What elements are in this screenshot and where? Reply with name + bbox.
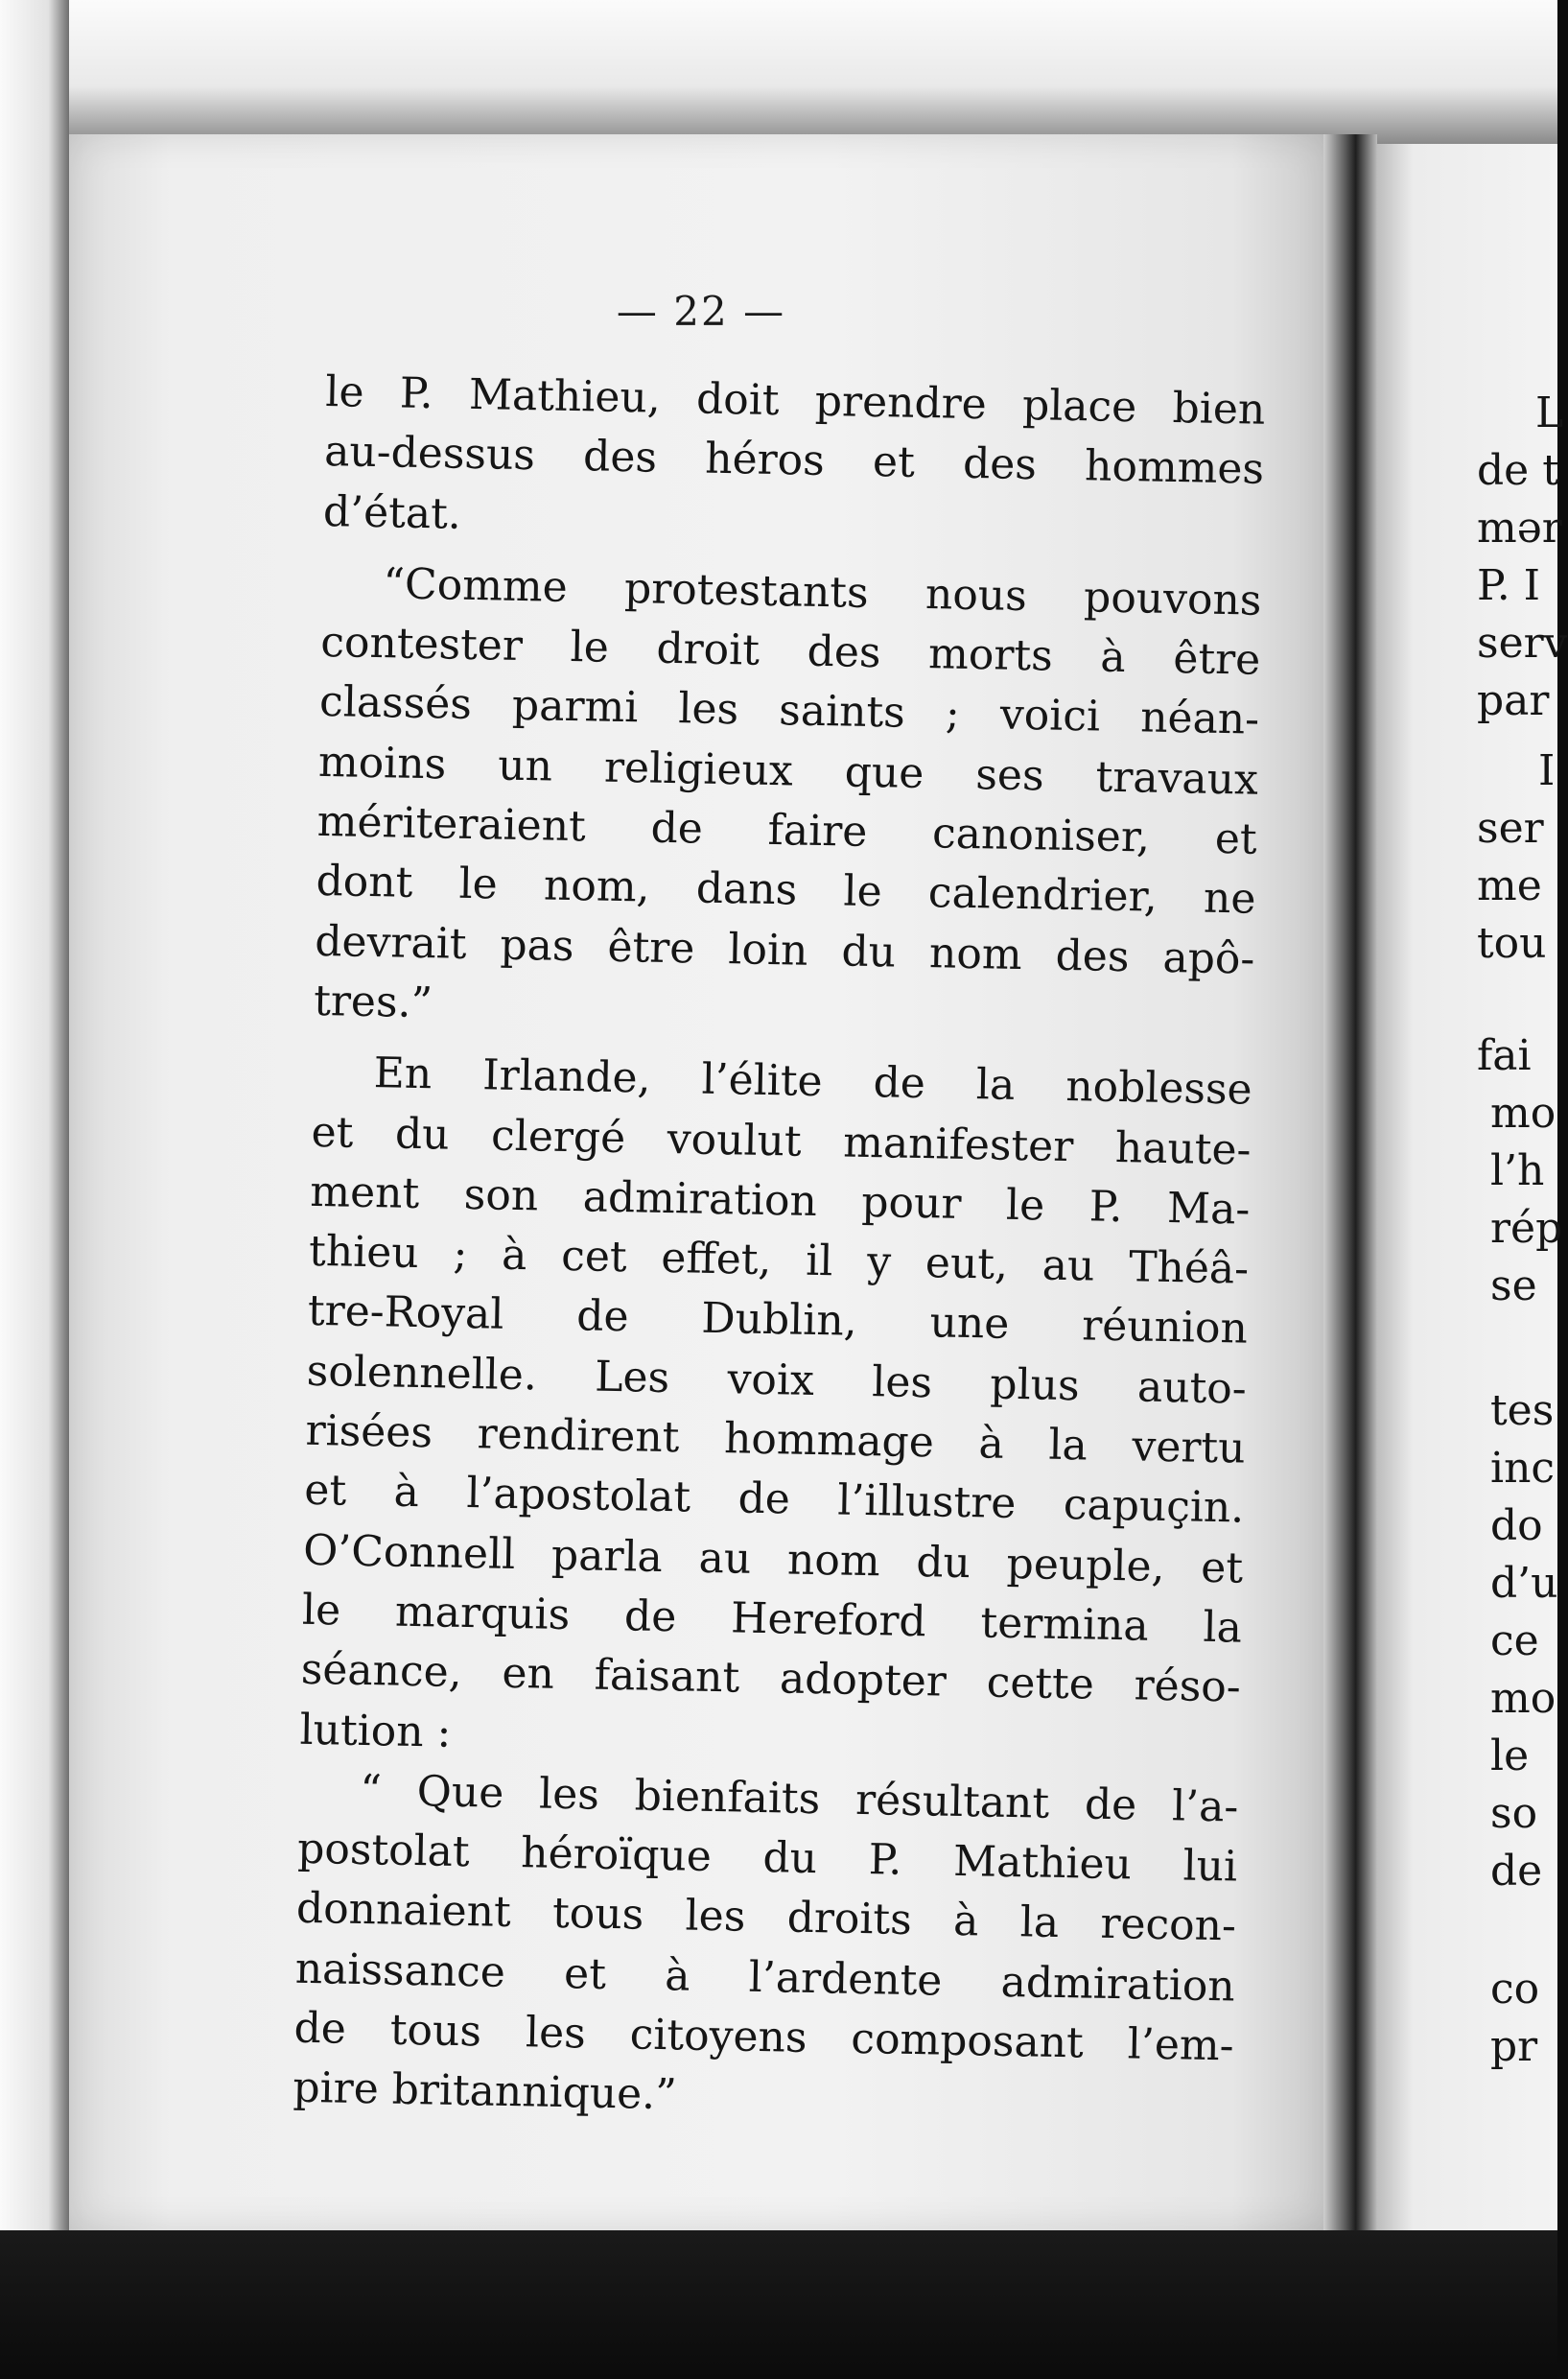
text-line: risées rendirent hommage à la vertu: [305, 1405, 1246, 1473]
right-text-fragment: do: [1490, 1501, 1543, 1550]
right-text-fragment: le: [1490, 1731, 1530, 1780]
right-text-fragment: serv: [1477, 619, 1568, 668]
right-text-fragment: co: [1490, 1965, 1540, 2014]
page-text: [293, 363, 1266, 2136]
text-line: solennelle. Les voix les plus auto-: [306, 1346, 1248, 1414]
right-text-fragment: de: [1490, 1847, 1543, 1896]
text-line: le P. Mathieu, doit prendre place bien: [324, 366, 1266, 435]
right-text-fragment: par: [1477, 676, 1550, 725]
text-line: dont le nom, dans le calendrier, ne: [316, 857, 1256, 925]
scanner-frame-left: [0, 0, 69, 2379]
text-line: contester le droit des morts à être: [319, 618, 1261, 685]
text-line: moins un religieux que ses travaux: [317, 737, 1259, 805]
text-line: “ Que les bienfaits résultant de l’a-: [359, 1765, 1239, 1832]
right-text-fragment: P. I: [1477, 561, 1541, 610]
scanner-frame-top: [0, 0, 1557, 144]
right-text-fragment: tou: [1477, 919, 1547, 968]
text-line: En Irlande, l’élite de la noblesse: [373, 1048, 1253, 1115]
text-line: postolat héroïque du P. Mathieu lui: [296, 1824, 1238, 1892]
book-gutter: [1323, 134, 1377, 2235]
text-line: tre-Royal de Dublin, une réunion: [307, 1286, 1249, 1354]
scanner-frame-bottom: [0, 2230, 1557, 2379]
text-line: et à l’apostolat de l’illustre capuçin.: [303, 1466, 1245, 1533]
text-line: thieu ; à cet effet, il y eut, au Théâ-: [308, 1226, 1250, 1294]
right-text-fragment: pr: [1490, 2022, 1538, 2071]
right-text-fragment: de t: [1477, 446, 1559, 495]
right-text-fragment: me: [1477, 861, 1542, 910]
right-text-fragment: rép: [1490, 1204, 1563, 1253]
text-line: d’état.: [322, 486, 462, 539]
left-page: [69, 134, 1333, 2230]
right-text-fragment: l’h: [1490, 1146, 1545, 1195]
page-number: — 22 —: [616, 288, 786, 335]
text-line: au-dessus des héros et des hommes: [323, 427, 1265, 495]
text-line: mériteraient de faire canoniser, et: [316, 796, 1258, 864]
text-line: pire britannique.”: [292, 2062, 678, 2120]
right-text-fragment: fai: [1477, 1031, 1532, 1080]
text-line: le marquis de Hereford termina la: [301, 1585, 1243, 1653]
right-text-fragment: se: [1490, 1261, 1537, 1310]
right-text-fragment: ser: [1477, 804, 1544, 853]
right-text-fragment: I: [1538, 746, 1556, 795]
right-text-fragment: mər: [1477, 504, 1562, 553]
right-text-fragment: inc: [1490, 1444, 1556, 1493]
right-text-fragment: mo: [1490, 1674, 1556, 1723]
right-page-fragment: [1377, 144, 1568, 2235]
text-line: ment son admiration pour le P. Ma-: [309, 1166, 1251, 1235]
right-text-fragment: ce: [1490, 1616, 1539, 1665]
right-text-fragment: so: [1490, 1789, 1538, 1838]
text-line: et du clergé voulut manifester haute-: [311, 1107, 1252, 1175]
text-line: tres.”: [313, 976, 433, 1028]
text-line: “Comme protestants nous pouvons: [383, 559, 1262, 625]
text-line: lution :: [299, 1705, 452, 1757]
text-line: donnaient tous les droits à la recon-: [295, 1884, 1237, 1951]
right-text-fragment: d’u: [1490, 1559, 1558, 1608]
text-line: classés parmi les saints ; voici néan-: [318, 677, 1260, 745]
text-line: O’Connell parla au nom du peuple, et: [302, 1525, 1244, 1593]
text-line: devrait pas être loin du nom des apô-: [314, 916, 1255, 984]
right-text-fragment: tes: [1490, 1386, 1555, 1435]
text-line: de tous les citoyens composant l’em-: [293, 2003, 1234, 2071]
right-text-fragment: mo: [1490, 1089, 1556, 1138]
text-line: naissance et à l’ardente admiration: [294, 1943, 1236, 2012]
right-text-fragment: L: [1535, 389, 1564, 437]
text-line: séance, en faisant adopter cette réso-: [300, 1644, 1242, 1712]
